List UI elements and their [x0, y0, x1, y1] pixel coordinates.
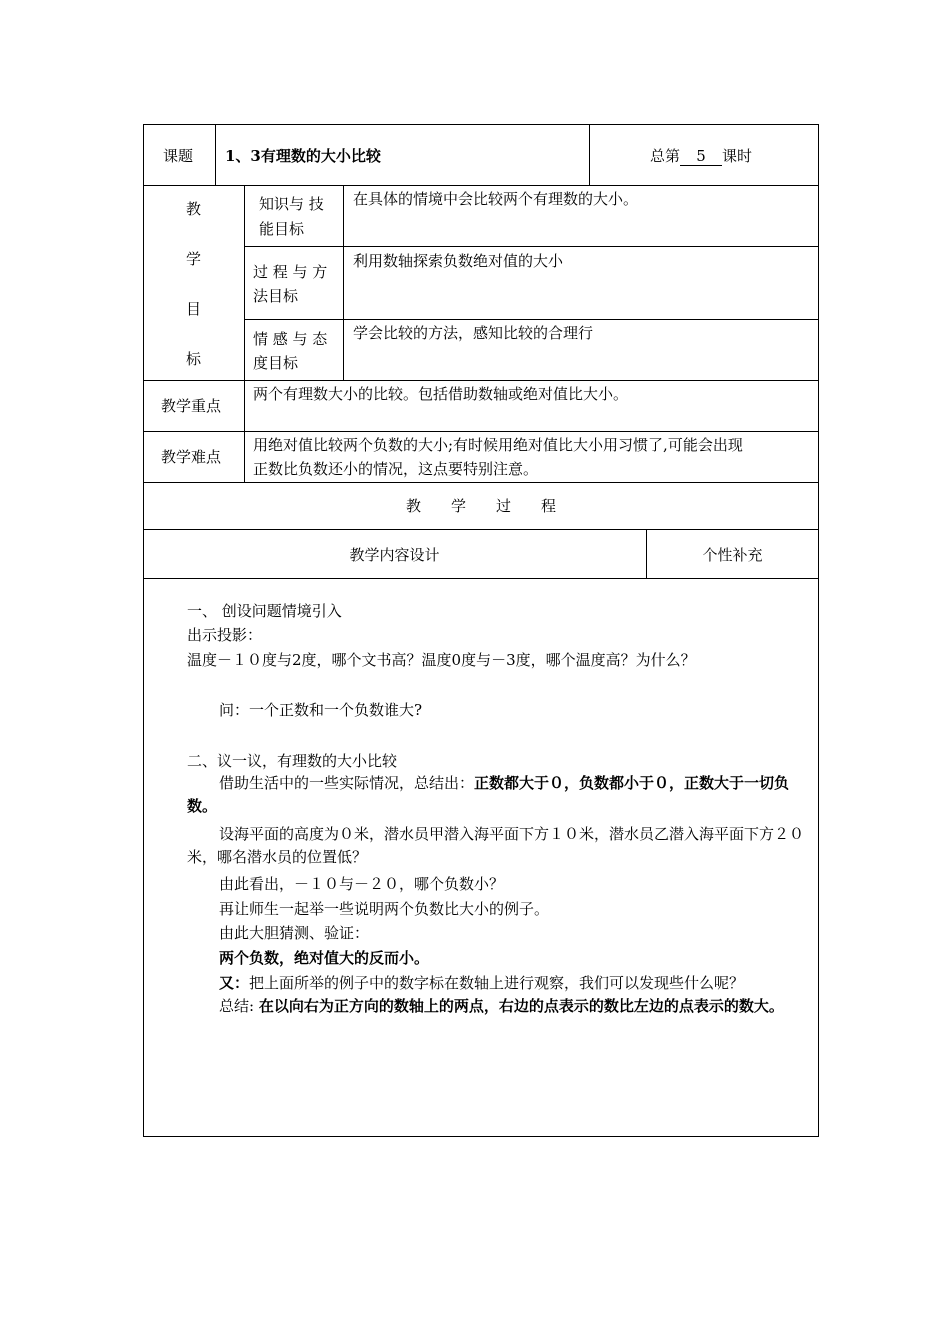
lesson-count-prefix: 总第 — [650, 147, 681, 165]
section1-line: 温度－１０度与2度，哪个文书高？温度0度与－3度，哪个温度高？为什么？ — [187, 651, 696, 669]
section2-paragraph — [187, 772, 812, 818]
knowledge-goal-label: 知识与 技 — [259, 195, 324, 213]
col-divider — [589, 124, 590, 185]
knowledge-goal-text: 在具体的情境中会比较两个有理数的大小。 — [353, 190, 639, 208]
difficult-point-text: 正数比负数还小的情况，这点要特别注意。 — [253, 460, 539, 478]
section2-summary-rule: 正数都大于０，负数都小于０，正数大于一切负数。 — [187, 774, 790, 815]
content-design-header: 教学内容设计 — [349, 546, 440, 564]
section2-again-label: 又： — [219, 974, 250, 992]
attitude-goal-label: 度目标 — [253, 354, 299, 372]
key-point-text: 两个有理数大小的比较。包括借助数轴或绝对值比大小。 — [253, 385, 629, 403]
section2-conclusion — [187, 995, 812, 1018]
section2-line: 由此看出，－１０与－２０，哪个负数小？ — [219, 875, 505, 893]
row-divider — [244, 319, 819, 320]
goals-side-label-char: 目 — [186, 300, 202, 318]
process-title: 教 学 过 程 — [405, 497, 556, 515]
attitude-goal-label: 情 感 与 态 — [253, 330, 328, 348]
topic-title: 1、3有理数的大小比较 — [225, 147, 381, 165]
section1-title: 一、 创设问题情境引入 — [187, 602, 342, 620]
process-goal-text: 利用数轴探索负数绝对值的大小 — [353, 252, 564, 270]
difficult-point-text: 用绝对值比较两个负数的大小;有时候用绝对值比大小用习惯了,可能会出现 — [253, 436, 743, 454]
goals-side-label-char: 标 — [186, 350, 202, 368]
section2-line: 再让师生一起举一些说明两个负数比大小的例子。 — [219, 900, 550, 918]
process-goal-label: 过 程 与 方 — [253, 263, 328, 281]
difficult-point-label: 教学难点 — [161, 448, 222, 466]
section1-line: 出示投影： — [187, 626, 263, 644]
goals-side-label-char: 教 — [186, 200, 202, 218]
section2-rule: 两个负数，绝对值大的反而小。 — [219, 949, 430, 967]
row-divider — [143, 578, 819, 579]
section2-conclusion-label: 总结: — [219, 997, 259, 1015]
col-divider — [343, 185, 344, 380]
row-divider — [143, 529, 819, 530]
section2-line: 由此大胆猜测、验证： — [219, 924, 370, 942]
col-divider — [215, 124, 216, 185]
row-divider — [244, 246, 819, 247]
row-divider — [143, 482, 819, 483]
lesson-count — [650, 146, 752, 166]
lesson-number: 5 — [680, 148, 722, 166]
section1-question: 问：一个正数和一个负数谁大? — [219, 701, 423, 719]
section2-title: 二、议一议，有理数的大小比较 — [187, 752, 398, 770]
col-divider — [244, 185, 245, 482]
process-goal-label: 法目标 — [253, 287, 299, 305]
topic-label: 课题 — [163, 147, 194, 165]
key-point-label: 教学重点 — [161, 397, 222, 415]
lesson-count-suffix: 课时 — [722, 147, 753, 165]
section2-paragraph: 设海平面的高度为０米，潜水员甲潜入海平面下方１０米，潜水员乙潜入海平面下方２０米，哪名潜水员的位置低？ — [187, 825, 805, 866]
personal-notes-header: 个性补充 — [702, 546, 763, 564]
attitude-goal-text: 学会比较的方法，感知比较的合理行 — [353, 324, 594, 342]
section2-again-text: 把上面所举的例子中的数字标在数轴上进行观察，我们可以发现些什么呢？ — [249, 974, 745, 992]
knowledge-goal-label: 能目标 — [259, 220, 305, 238]
section2-conclusion-rule: 在以向右为正方向的数轴上的两点，右边的点表示的数比左边的点表示的数大。 — [258, 997, 784, 1015]
section2-summary-intro: 借助生活中的一些实际情况，总结出： — [219, 774, 475, 792]
section2-line — [219, 973, 744, 993]
goals-side-label-char: 学 — [186, 250, 202, 268]
